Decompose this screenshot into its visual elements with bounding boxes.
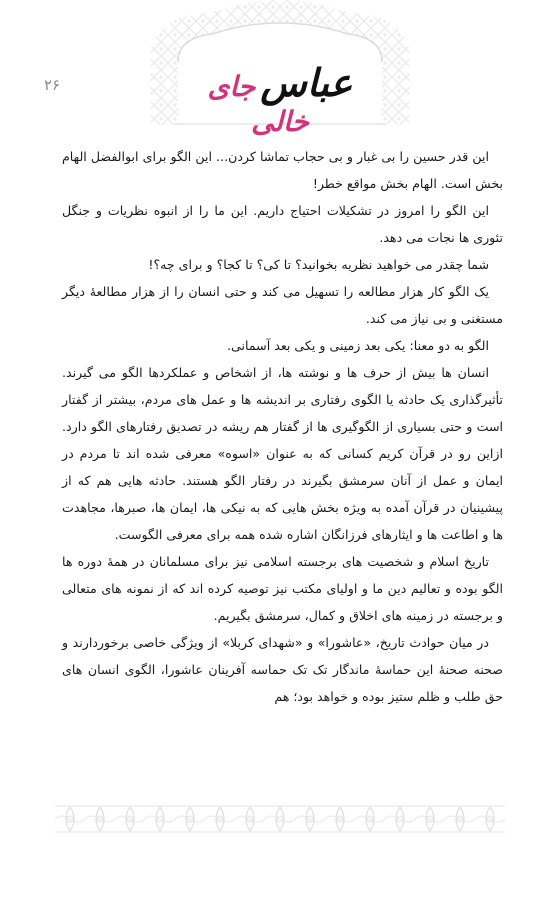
paragraph: این قدر حسین را بی غبار و بی حجاب تماشا کردن... این الگو برای ابوالفضل الهام بخش است. الهام بخش مواقع خطر!: [62, 149, 503, 191]
paragraph: انسان ها بیش از حرف ها و نوشته ها، از اشخاص و عملکردها الگو می گیرند. تأثیرگذاری یک حادثه یا الگوی رفتاری بر اندیشه ها و عمل های مردم، بیشتر از گفتار است و حتی بسیاری از الگوگیری ها از گفتار هم ریشه در تصدیق رفتارهای الگو دارد. ازاین رو در قرآن کریم کسانی که به عنوان «اسوه» معرفی شده اند تا مردم در ایمان و عمل از آنان سرمشق بگیرند در رفتار الگو هستند. حادثه هایی هم که از پیشینیان در قرآن آمده به ویژه بخش هایی که به نیکی ها، ایمان ها، صبرها، مجاهدت ها و اطاعت ها و ایثارهای فرزانگان اشاره شده همه برای معرفی الگوست.: [62, 365, 503, 542]
paragraph: یک الگو کار هزار مطالعه را تسهیل می کند و حتی انسان را از هزار مطالعهٔ دیگر مستغنی و بی نیاز می کند.: [62, 284, 503, 326]
paragraph: تاریخ اسلام و شخصیت های برجسته اسلامی نیز برای مسلمانان در همهٔ دوره ها الگو بوده و تعالیم دین ما و اولیای مکتب نیز توصیه کرده اند که از نمونه های متعالی و برجسته در زمینه های اخلاق و کمال، سرمشق بگیریم.: [62, 554, 503, 623]
footer-ornament-band: [55, 804, 505, 834]
body-text: [62, 143, 503, 710]
paragraph: این الگو را امروز در تشکیلات احتیاج داریم. این ما را از انبوه نظریات و جنگل تئوری ها نجات می دهد.: [62, 203, 503, 245]
paragraph: در میان حوادث تاریخ، «عاشورا» و «شهدای کربلا» از ویژگی خاصی برخوردارند و صحنه صحنهٔ این حماسهٔ ماندگار تک تک حماسه آفرینان عاشورا، الگوی انسان های حق طلب و ظلم ستیز بوده و خواهد بود؛ هم: [62, 635, 503, 704]
page-number: ۲۶: [44, 76, 61, 94]
title-word-abbas: عباس: [260, 60, 353, 105]
title-words-jaye-khali: جای خالی: [207, 70, 309, 138]
paragraph: شما چقدر می خواهید نظریه بخوانید؟ تا کی؟ تا کجا؟ و برای چه؟!: [148, 257, 489, 272]
book-title-logo: [180, 60, 380, 138]
paragraph: الگو به دو معنا: یکی بعد زمینی و یکی بعد آسمانی.: [227, 338, 489, 353]
